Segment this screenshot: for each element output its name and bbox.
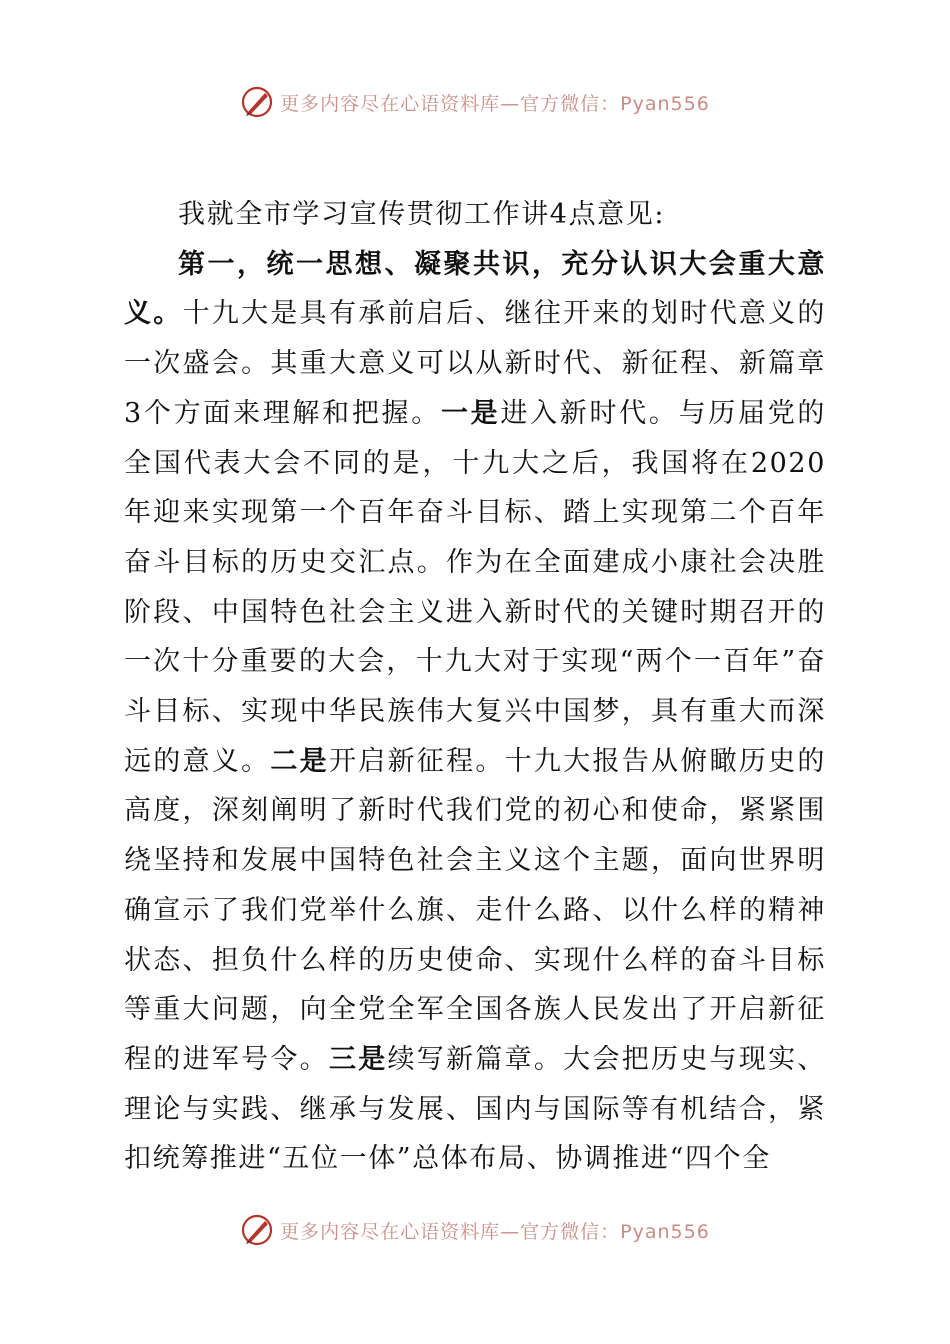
point-one-text-d: 续写新篇章。大会把历史与现实、理论与实践、继承与发展、国内与国际等有机结合，紧扣统筹推进“五位一体”总体布局、协调推进“四个全	[124, 1043, 827, 1175]
point-one-text-c: 开启新征程。十九大报告从俯瞰历史的高度，深刻阐明了新时代我们党的初心和使命，紧紧围绕坚持和发展中国特色社会主义这个主题，面向世界明确宣示了我们党举什么旗、走什么路、以什么样的精神状态、担负什么样的历史使命、实现什么样的奋斗目标等重大问题，向全党全军全国各族人民发出了开启新征程的进军号令。	[124, 745, 827, 1075]
footer-watermark	[0, 1210, 950, 1250]
marker-er-shi: 二是	[270, 745, 329, 777]
header-watermark	[0, 82, 950, 122]
marker-yi-shi: 一是	[440, 397, 501, 429]
pen-circle-logo-icon	[240, 85, 274, 119]
intro-paragraph: 我就全市学习宣传贯彻工作讲4点意见:	[178, 199, 666, 230]
document-body	[124, 190, 826, 1184]
watermark-text: 更多内容尽在心语资料库—官方微信：Pyan556	[280, 92, 710, 115]
point-one-text-b: 进入新时代。与历届党的全国代表大会不同的是，十九大之后，我国将在2020年迎来实现第一个百年奋斗目标、踏上实现第二个百年奋斗目标的历史交汇点。作为在全面建成小康社会决胜阶段、中国特色社会主义进入新时代的关键时期召开的一次十分重要的大会，十九大对于实现“两个一百年”奋斗目标、实现中华民族伟大复兴中国梦，具有重大而深远的意义。	[124, 397, 827, 777]
pen-circle-logo-icon	[240, 1213, 274, 1247]
marker-san-shi: 三是	[328, 1043, 388, 1075]
watermark-text: 更多内容尽在心语资料库—官方微信：Pyan556	[280, 1220, 710, 1243]
point-one-paragraph	[124, 240, 826, 1184]
point-one-heading: 第一，统一思想、凝聚共识，充分认识大会重大意义。	[124, 248, 826, 330]
point-one-text-a: 十九大是具有承前启后、继往开来的划时代意义的一次盛会。其重大意义可以从新时代、新征程、新篇章3个方面来理解和把握。	[124, 298, 826, 429]
